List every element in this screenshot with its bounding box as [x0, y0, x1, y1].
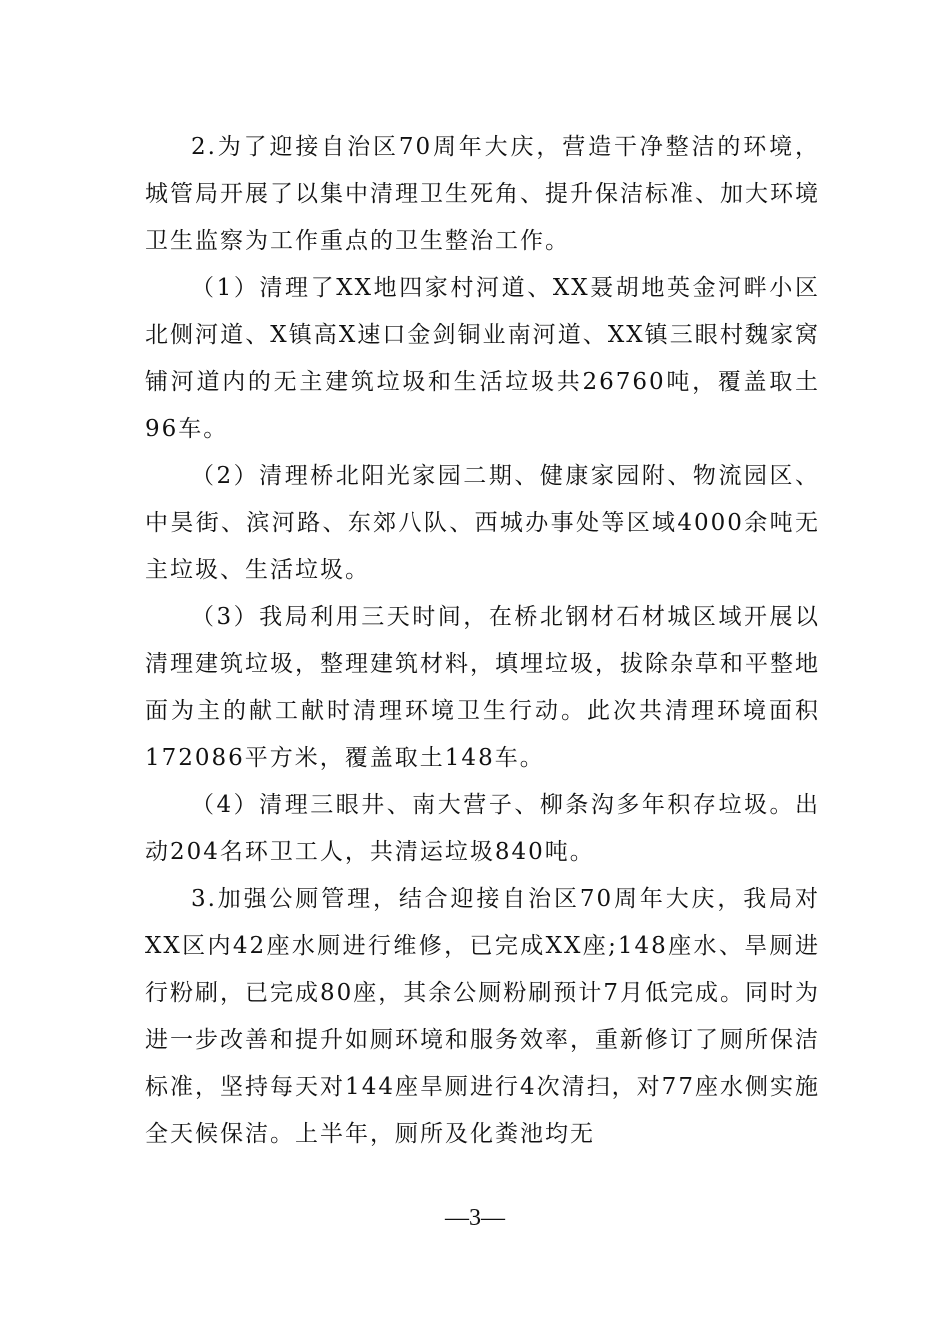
paragraph-subitem-2: （2）清理桥北阳光家园二期、健康家园附、物流园区、中昊街、滨河路、东郊八队、西城办事处等区域4000余吨无主垃圾、生活垃圾。 — [145, 463, 820, 583]
paragraph-subitem-4: （4）清理三眼井、南大营子、柳条沟多年积存垃圾。出动204名环卫工人，共清运垃圾840吨。 — [145, 792, 820, 865]
page-number: —3— — [445, 1205, 505, 1231]
paragraph-item-2: 2.为了迎接自治区70周年大庆，营造干净整洁的环境，城管局开展了以集中清理卫生死角、提升保洁标准、加大环境卫生监察为工作重点的卫生整治工作。 — [145, 134, 820, 254]
paragraph-subitem-3: （3）我局利用三天时间，在桥北钢材石材城区域开展以清理建筑垃圾，整理建筑材料，填埋垃圾，拔除杂草和平整地面为主的献工献时清理环境卫生行动。此次共清理环境面积172086平方米，覆盖取土148车。 — [145, 604, 820, 771]
paragraph-item-3: 3.加强公厕管理，结合迎接自治区70周年大庆，我局对XX区内42座水厕进行维修，已完成XX座;148座水、旱厕进行粉刷，已完成80座，其余公厕粉刷预计7月低完成。同时为进一步改善和提升如厕环境和服务效率，重新修订了厕所保洁标准，坚持每天对144座旱厕进行4次清扫，对77座水侧实施全天候保洁。上半年，厕所及化粪池均无 — [145, 886, 820, 1147]
paragraph-subitem-1: （1）清理了XX地四家村河道、XX聂胡地英金河畔小区北侧河道、X镇高X速口金剑铜业南河道、XX镇三眼村魏家窝铺河道内的无主建筑垃圾和生活垃圾共26760吨，覆盖取土96车。 — [145, 275, 820, 442]
body-text — [145, 124, 820, 1158]
